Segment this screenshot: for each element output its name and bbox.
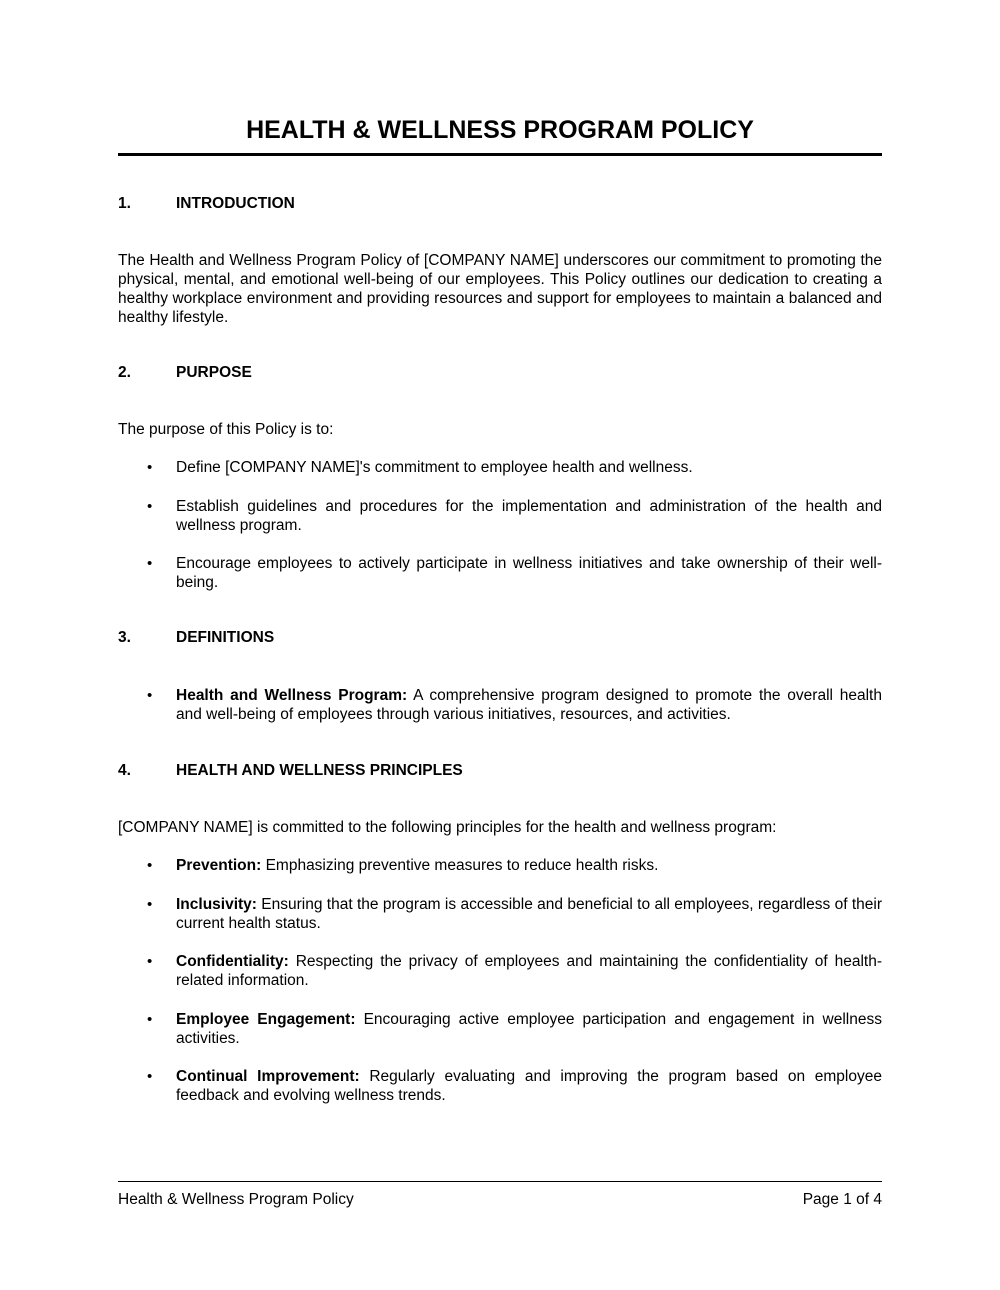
- list-item-text: [176, 895, 882, 933]
- definition-text: A comprehensive program designed to promote the overall health and well-being of employees through various initiatives, resources, and activities.: [176, 687, 882, 723]
- list-item-text: [176, 1067, 882, 1105]
- bullet-icon: •: [147, 953, 153, 970]
- section-number: 4.: [118, 762, 131, 779]
- title-divider: [118, 153, 882, 156]
- principle-text: Respecting the privacy of employees and maintaining the confidentiality of health-related information.: [176, 953, 882, 989]
- document-title: HEALTH & WELLNESS PROGRAM POLICY: [246, 116, 754, 144]
- section-title: INTRODUCTION: [176, 195, 295, 212]
- principle-term: Inclusivity:: [176, 896, 257, 913]
- principle-text: Emphasizing preventive measures to reduce health risks.: [261, 857, 659, 874]
- list-item-text: [176, 1010, 882, 1048]
- bullet-icon: •: [147, 857, 153, 874]
- bullet-icon: •: [147, 896, 153, 913]
- bullet-icon: •: [147, 498, 153, 515]
- principle-term: Prevention:: [176, 857, 262, 874]
- section-heading-introduction: [118, 195, 295, 213]
- principle-term: Confidentiality:: [176, 953, 289, 970]
- list-item-text: Encourage employees to actively participate in wellness initiatives and take ownership of their well-being.: [176, 555, 882, 591]
- section-number: 1.: [118, 195, 131, 212]
- bullet-icon: •: [147, 1068, 153, 1085]
- bullet-icon: •: [147, 1011, 153, 1028]
- purpose-intro: The purpose of this Policy is to:: [118, 421, 334, 438]
- list-item-text: Establish guidelines and procedures for the implementation and administration of the health and wellness program.: [176, 498, 882, 534]
- footer-divider: [118, 1181, 882, 1182]
- principle-term: Employee Engagement:: [176, 1011, 356, 1028]
- section-title: HEALTH AND WELLNESS PRINCIPLES: [176, 762, 463, 779]
- list-item-text: [176, 686, 882, 724]
- section-heading-definitions: [118, 629, 274, 647]
- footer-document-name: Health & Wellness Program Policy: [118, 1191, 354, 1208]
- section-heading-principles: [118, 762, 463, 780]
- section-number: 2.: [118, 364, 131, 381]
- principles-intro: [COMPANY NAME] is committed to the following principles for the health and wellness program:: [118, 819, 777, 836]
- footer-page-number: Page 1 of 4: [802, 1191, 882, 1208]
- section-number: 3.: [118, 629, 131, 646]
- introduction-paragraph: The Health and Wellness Program Policy of [COMPANY NAME] underscores our commitment to promoting the physical, mental, and emotional well-being of our employees. This Policy outlines our dedication to creating a healthy workplace environment and providing resources and support for employees to maintain a balanced and healthy lifestyle.: [118, 252, 882, 326]
- principle-text: Encouraging active employee participation and engagement in wellness activities.: [176, 1011, 882, 1047]
- bullet-icon: •: [147, 687, 153, 704]
- principle-text: Ensuring that the program is accessible and beneficial to all employees, regardless of their current health status.: [176, 896, 882, 932]
- bullet-icon: •: [147, 459, 153, 476]
- list-item-text: [176, 856, 882, 875]
- bullet-icon: •: [147, 555, 153, 572]
- list-item-text: Define [COMPANY NAME]'s commitment to employee health and wellness.: [176, 459, 693, 476]
- definition-term: Health and Wellness Program:: [176, 687, 408, 704]
- principle-term: Continual Improvement:: [176, 1068, 360, 1085]
- section-title: DEFINITIONS: [176, 629, 275, 646]
- section-heading-purpose: [118, 364, 252, 382]
- section-title: PURPOSE: [176, 364, 252, 381]
- list-item-text: [176, 952, 882, 990]
- principle-text: Regularly evaluating and improving the program based on employee feedback and evolving wellness trends.: [176, 1068, 882, 1104]
